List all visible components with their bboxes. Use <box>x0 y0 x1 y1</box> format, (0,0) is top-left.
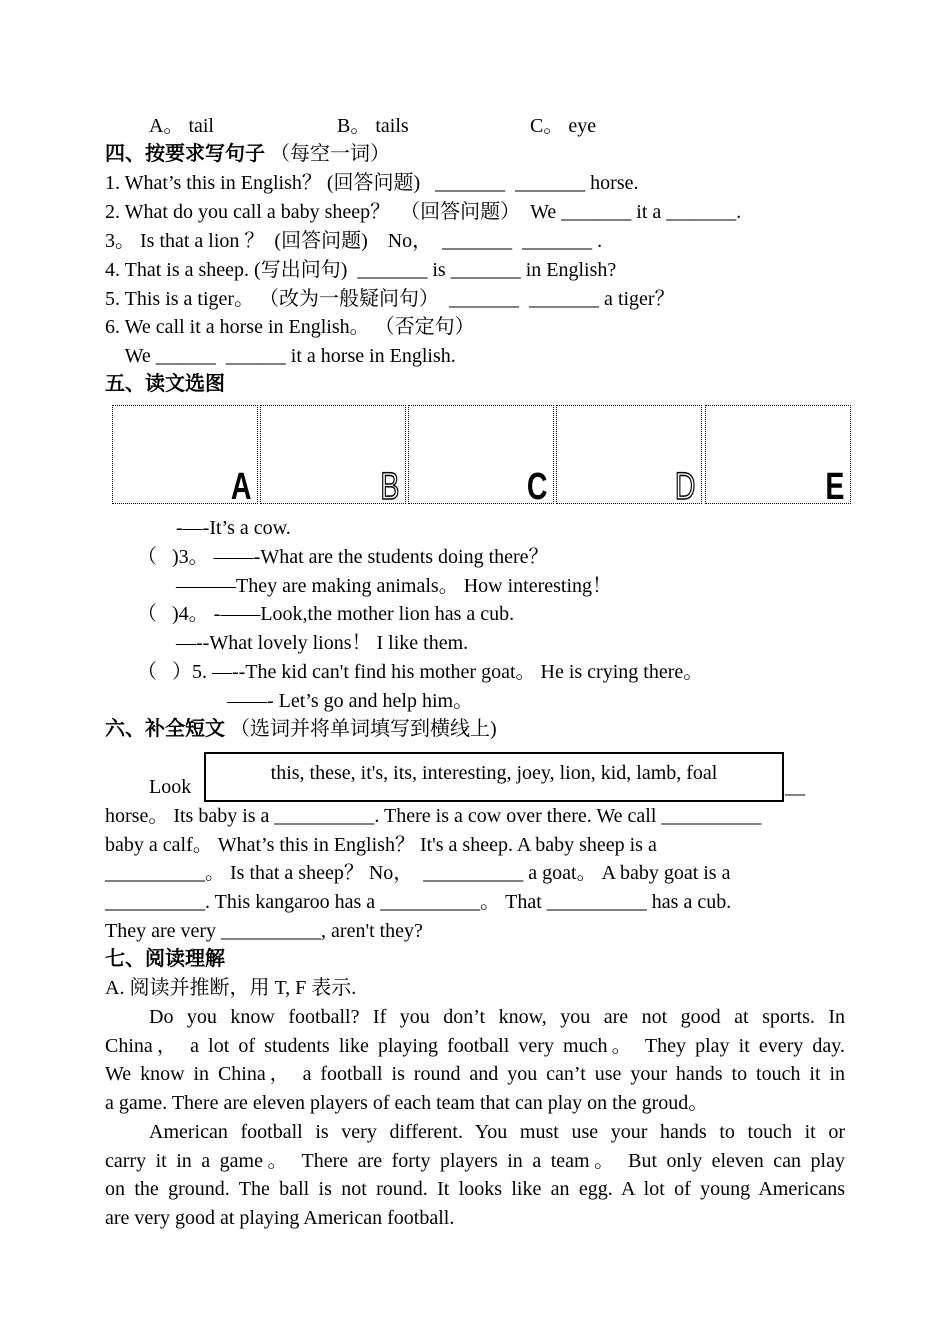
paragraph1-line-4: a game. There are eleven players of each team that can play on the groud。 <box>105 1092 709 1114</box>
paragraph2-line-1: American football is very different. You must use your hands to touch it or <box>149 1121 845 1143</box>
section5-line-1: -—-It’s a cow. <box>176 517 291 539</box>
section4-heading <box>105 140 390 168</box>
picture-label-a: A <box>230 466 251 508</box>
picture-box-b <box>260 405 406 508</box>
section6-line-4: __________. This kangaroo has a __________。 That __________ has a cub. <box>105 891 732 913</box>
section5-line-4: （ )4。 -——Look,the mother lion has a cub. <box>137 603 515 625</box>
picture-label-e: E <box>824 466 844 508</box>
section5-line-7: ——- Let’s go and help him。 <box>227 690 474 712</box>
paragraph1-line-3: We know in China， a football is round and you can’t use your hands to touch it in <box>105 1063 845 1085</box>
paragraph1-line-2: China， a lot of students like playing football very much。 They play it every day. <box>105 1035 845 1057</box>
section5-line-3: ———They are making animals。 How interesting！ <box>176 575 613 597</box>
section6-first-line-tail: __ <box>785 776 805 798</box>
section4-item-2: 2. What do you call a baby sheep？ （回答问题） We _______ it a _______. <box>105 201 742 223</box>
section6-line-3: __________。 Is that a sheep？ No， __________ a goat。 A baby goat is a <box>105 862 731 884</box>
section5-line-6: （ ）5. —--The kid can't find his mother goat。 He is crying there。 <box>137 661 704 683</box>
section5-title: 五、读文选图 <box>105 373 225 395</box>
section4-note: （每空一词） <box>270 143 390 165</box>
section4-item-4: 4. That is a sheep. (写出问句) _______ is _______ in English? <box>105 259 617 281</box>
section5-line-2: （ )3。 ——-What are the students doing there？ <box>137 546 549 568</box>
section6-line-1: horse。 Its baby is a __________. There is a cow over there. We call __________ <box>105 805 762 827</box>
section6-note: （选词并将单词填写到横线上) <box>230 718 497 740</box>
section5-line-5: —--What lovely lions！ I like them. <box>176 632 469 654</box>
section6-line-2: baby a calf。 What’s this in English？ It's a sheep. A baby sheep is a <box>105 834 657 856</box>
section4-item-1: 1. What’s this in English？ (回答问题) _______ _______ horse. <box>105 172 639 194</box>
section6-first-word: Look <box>149 776 192 798</box>
option-a: A。 tail <box>149 115 214 137</box>
section4-item-6: 6. We call it a horse in English。 （否定句） <box>105 316 475 338</box>
picture-box-d <box>556 405 702 508</box>
word-bank: this, these, it's, its, interesting, joey, lion, kid, lamb, foal <box>204 752 784 802</box>
option-c: C。 eye <box>530 115 597 137</box>
picture-box-c <box>408 405 554 508</box>
section6-line-5: They are very __________, aren't they? <box>105 920 423 942</box>
section7-title: 七、阅读理解 <box>105 948 225 970</box>
paragraph2-line-2: carry it in a game。 There are forty players in a team。 But only eleven can play <box>105 1150 845 1172</box>
picture-box-e <box>705 405 851 508</box>
section6-heading <box>105 715 497 743</box>
paragraph2-line-4: are very good at playing American football. <box>105 1207 455 1229</box>
section6-title: 六、补全短文 <box>105 718 225 740</box>
section7-instruction: A. 阅读并推断，用 T, F 表示. <box>105 977 357 999</box>
picture-label-d: D <box>674 466 695 508</box>
section4-item-3: 3。 Is that a lion ？ (回答问题) No， _______ _______ . <box>105 230 603 252</box>
picture-label-b: B <box>379 466 399 508</box>
picture-label-c: C <box>526 466 547 508</box>
paragraph1-line-1: Do you know football? If you don’t know, you are not good at sports. In <box>149 1006 845 1028</box>
picture-box-a <box>112 405 258 508</box>
option-b: B。 tails <box>337 115 409 137</box>
section4-item-6-answer: We ______ ______ it a horse in English. <box>105 345 456 367</box>
section4-title: 四、按要求写句子 <box>105 143 265 165</box>
paragraph2-line-3: on the ground. The ball is not round. It looks like an egg. A lot of young Americans <box>105 1178 845 1200</box>
section4-item-5: 5. This is a tiger。 （改为一般疑问句） _______ _______ a tiger？ <box>105 288 675 310</box>
